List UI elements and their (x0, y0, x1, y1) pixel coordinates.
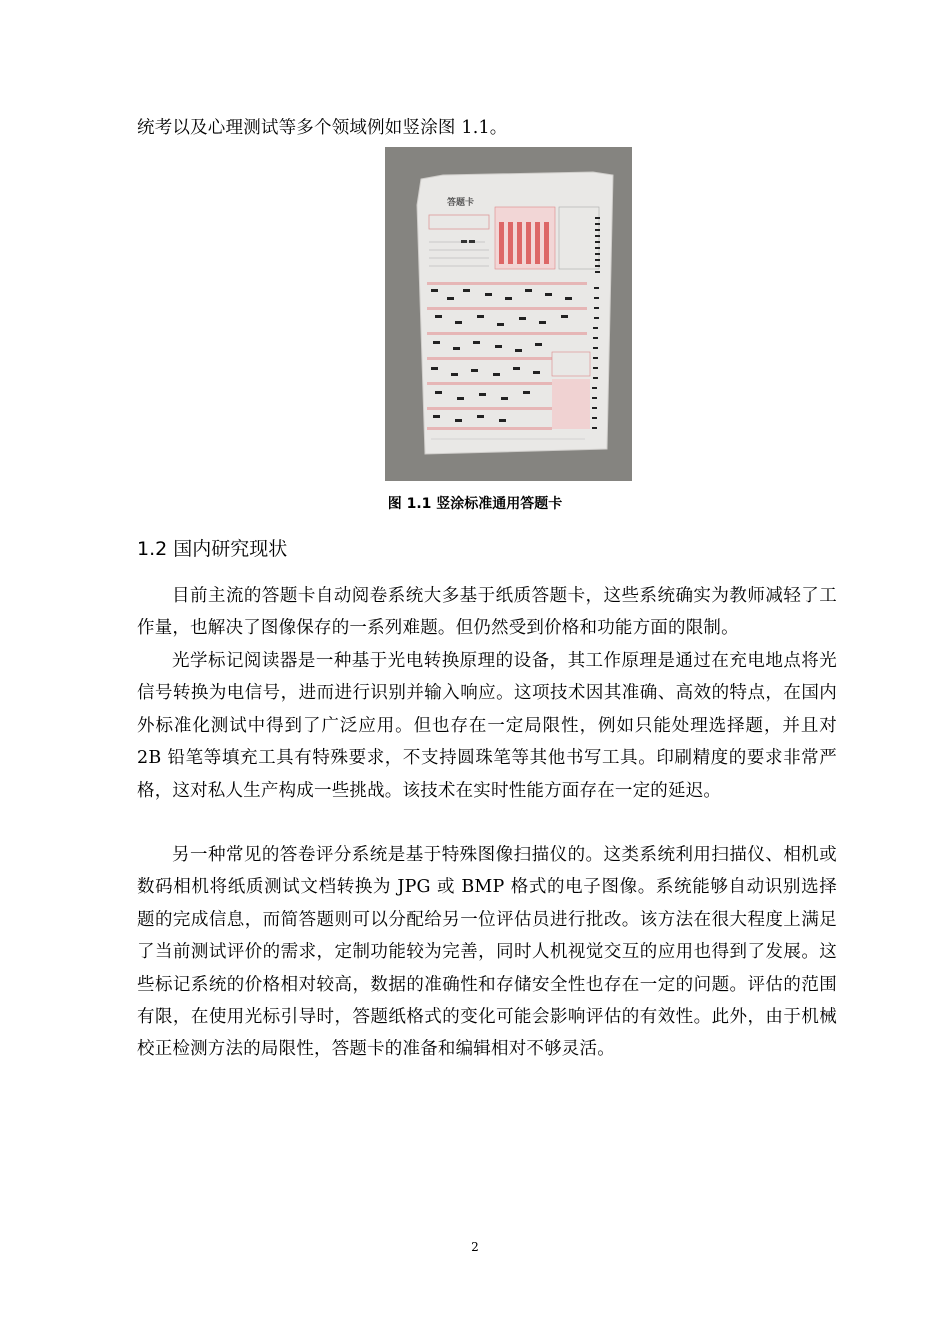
paragraph-2: 光学标记阅读器是一种基于光电转换原理的设备，其工作原理是通过在充电地点将光信号转换为电信号，进而进行识别并输入响应。这项技术因其准确、高效的特点，在国内外标准化测试中得到了广泛应用。但也存在一定局限性，例如只能处理选择题，并且对 2B 铅笔等填充工具有特殊要求，不支持圆珠笔等其他书写工具。印刷精度的要求非常严格，这对私人生产构成一些挑战。该技术在实时性能方面存在一定的延迟。 (137, 651, 837, 801)
figure-caption: 图 1.1 竖涂标准通用答题卡 (387, 496, 563, 512)
paragraph-3: 另一种常见的答卷评分系统是基于特殊图像扫描仪的。这类系统利用扫描仪、相机或数码相机将纸质测试文档转换为 JPG 或 BMP 格式的电子图像。系统能够自动识别选择题的完成信息，而简答题则可以分配给另一位评估员进行批改。该方法在很大程度上满足了当前测试评价的需求，定制功能较为完善，同时人机视觉交互的应用也得到了发展。这些标记系统的价格相对较高，数据的准确性和存储安全性也存在一定的问题。评估的范围有限，在使用光标引导时，答题纸格式的变化可能会影响评估的有效性。此外，由于机械校正检测方法的局限性，答题卡的准备和编辑相对不够灵活。 (137, 845, 837, 1060)
page-number: 2 (471, 1240, 479, 1254)
answer-sheet-illustration (385, 147, 632, 481)
sheet-title: 答题卡 (447, 198, 475, 208)
section-heading: 1.2 国内研究现状 (137, 538, 288, 560)
intro-line: 统考以及心理测试等多个领域例如竖涂图 1.1。 (137, 118, 508, 138)
answer-sheet-photo (385, 147, 632, 481)
paragraph-1: 目前主流的答题卡自动阅卷系统大多基于纸质答题卡，这些系统确实为教师减轻了工作量，也解决了图像保存的一系列难题。但仍然受到价格和功能方面的限制。 (137, 586, 837, 639)
pink-block (552, 379, 590, 429)
